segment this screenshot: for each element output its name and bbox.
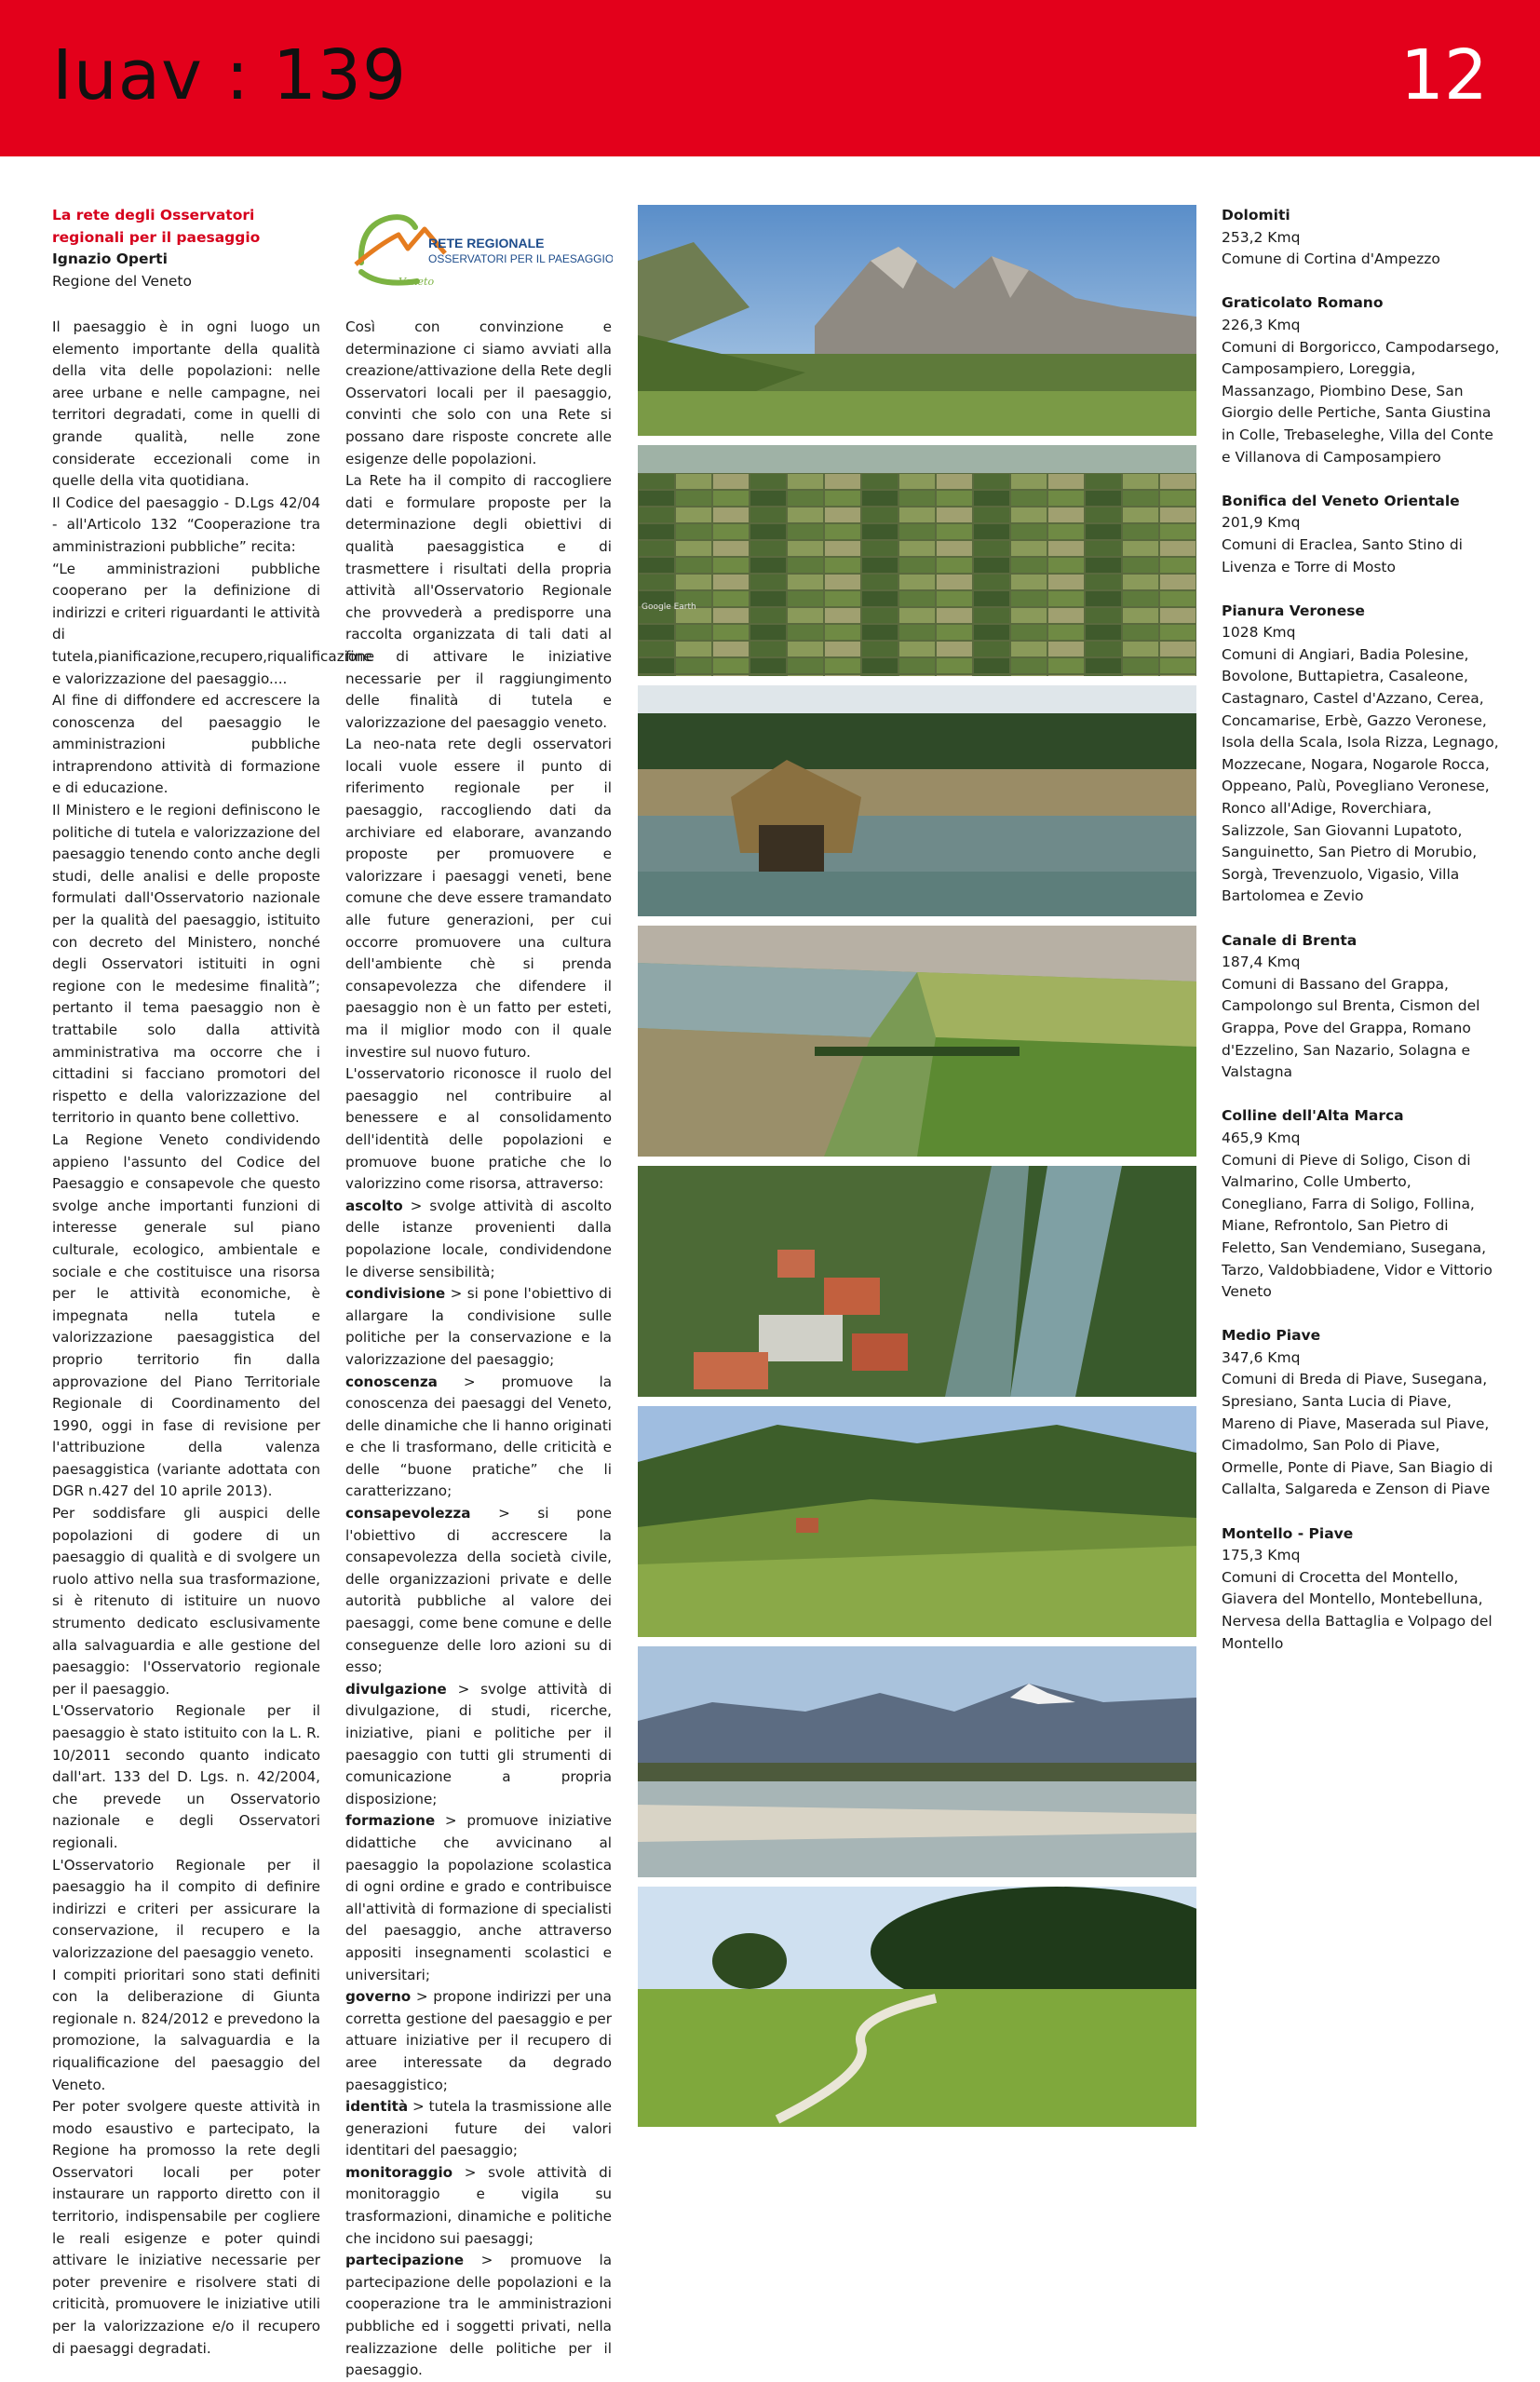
- field-patch: [1011, 508, 1047, 522]
- field-patch: [937, 658, 972, 673]
- practice-item: [345, 2096, 612, 2162]
- field-patch: [1160, 524, 1196, 539]
- region-name: Canale di Brenta: [1222, 931, 1358, 949]
- field-patch: [639, 575, 674, 589]
- field-patch: [788, 625, 823, 640]
- col1-paragraph: Il paesaggio è in ogni luogo un elemento importante della qualità della vita delle popolazioni: nelle aree urbane e nelle campagne, nei territori degradati, come in quelli di grande qualità, nelle zone considerate eccezionali come in quelle della vita quotidiana.: [52, 318, 320, 490]
- field-patch: [974, 575, 1009, 589]
- photo-pianura-veronese: [638, 926, 1196, 1157]
- region-comuni: Comuni di Eraclea, Santo Stino di Livenza e Torre di Mosto: [1222, 535, 1463, 575]
- field-patch: [1011, 491, 1047, 506]
- field-patch: [750, 474, 786, 489]
- region-comuni: Comuni di Bassano del Grappa, Campolongo sul Brenta, Cismon del Grappa, Pove del Grappa, Romano d'Ezzelino, San Nazario, Solagna e Valstagna: [1222, 975, 1480, 1081]
- field-patch: [713, 675, 749, 676]
- field-patch: [825, 642, 860, 656]
- field-patch: [1123, 658, 1158, 673]
- photo-credit: Google Earth: [642, 602, 696, 612]
- field-patch: [899, 675, 935, 676]
- col1-paragraph: “Le amministrazioni pubbliche cooperano per la definizione di indirizzi e criteri riguardanti le attività di tutela,pianificazione,recupero,riqualificazione e valorizzazione del paesaggio....: [52, 560, 375, 687]
- practice-item: [345, 1372, 612, 1504]
- logo-line1: RETE REGIONALE: [428, 236, 545, 250]
- region-name: Dolomiti: [1222, 207, 1290, 223]
- field-patch: [1160, 625, 1196, 640]
- field-patch: [713, 575, 749, 589]
- field-patch: [1160, 508, 1196, 522]
- field-patch: [676, 625, 711, 640]
- practice-description: > tutela la trasmissione alle generazioni future dei valori identitari del paesaggio;: [345, 2098, 612, 2159]
- field-patch: [1160, 642, 1196, 656]
- field-patch: [937, 675, 972, 676]
- field-patch: [899, 658, 935, 673]
- field-patch: [1086, 642, 1121, 656]
- region-name: Graticolato Romano: [1222, 294, 1384, 312]
- field-patch: [899, 591, 935, 606]
- field-patch: [788, 642, 823, 656]
- field-patch: [937, 524, 972, 539]
- col2-paragraph: La neo-nata rete degli osservatori locali vuole essere il punto di riferimento regionale per il paesaggio, raccogliendo dati da archiviare ed elaborare, avanzando proposte per promuovere e valorizzare i paesaggi veneti, bene comune che deve essere tramandato alle future generazioni, per cui occorre promuovere una cultura dell'ambiente chè si prenda consapevolezza che difendere il paesaggio non è un fatto per esteti, ma il miglior modo con il quale investire sul nuovo futuro.: [345, 736, 612, 1061]
- practice-term: conoscenza: [345, 1373, 438, 1390]
- field-patch: [1011, 524, 1047, 539]
- page-header: [0, 0, 1540, 156]
- field-patch: [676, 575, 711, 589]
- field-patch: [899, 642, 935, 656]
- field-patch: [974, 541, 1009, 556]
- field-patch: [862, 575, 898, 589]
- field-patch: [937, 558, 972, 573]
- field-patch: [1048, 541, 1084, 556]
- field-patch: [788, 524, 823, 539]
- col2-paragraph: Così con convinzione e determinazione ci siamo avviati alla creazione/attivazione della Rete degli Osservatori locali per il paesaggio, convinti che solo con una Rete si possano dare risposte concrete alle esigenze delle popolazioni.: [345, 318, 612, 467]
- photo-montello-piave: [638, 1887, 1196, 2127]
- field-patch: [1011, 608, 1047, 623]
- field-patch: [899, 491, 935, 506]
- field-patch: [676, 524, 711, 539]
- region-entry: [1222, 601, 1501, 908]
- field-patch: [974, 508, 1009, 522]
- field-patch: [937, 508, 972, 522]
- field-patch: [676, 474, 711, 489]
- field-patch: [899, 541, 935, 556]
- field-patch: [862, 541, 898, 556]
- logo-line3: Veneto: [399, 276, 435, 288]
- field-patch: [1011, 558, 1047, 573]
- field-patch: [788, 558, 823, 573]
- field-patch: [1160, 491, 1196, 506]
- field-patch: [899, 608, 935, 623]
- field-patch: [974, 524, 1009, 539]
- field-patch: [713, 508, 749, 522]
- practice-description: > svolge attività di ascolto delle istanze provenienti dalla popolazione locale, condividendone le diverse sensibilità;: [345, 1197, 612, 1280]
- col1-paragraph: La Regione Veneto condividendo appieno l'assunto del Codice del Paesaggio e consapevole che questo svolge anche importanti funzioni di interesse generale sul piano culturale, ecologico, ambientale e sociale e che costituisce una risorsa per le attività economiche, è impegnata nella tutela e valorizzazione paesaggistica del proprio territorio fin dalla approvazione del Piano Territoriale Regionale di Coordinamento del 1990, oggi in fase di revisione per l'attribuzione della valenza paesaggistica (variante adottata con DGR n.427 del 10 aprile 2013).: [52, 1130, 320, 1500]
- col1-paragraph: Per poter svolgere queste attività in modo esaustivo e partecipato, la Regione ha promosso la rete degli Osservatori locali per poter instaurare un rapporto diretto con il territorio, indispensabile per cogliere le reali esigenze e poter quindi attivare le iniziative necessarie per poter prevenire e risolvere stati di criticità, promuovere le iniziative utili per la valorizzazione e/o il recupero di paesaggi degradati.: [52, 2098, 320, 2357]
- field-patch: [713, 541, 749, 556]
- field-patch: [862, 675, 898, 676]
- practice-item: [345, 1503, 612, 1679]
- field-patch: [937, 608, 972, 623]
- practice-term: identità: [345, 2098, 409, 2116]
- practice-term: governo: [345, 1988, 412, 2006]
- field-patch: [1048, 608, 1084, 623]
- field-patch: [1048, 591, 1084, 606]
- field-patch: [1123, 541, 1158, 556]
- article-affiliation: Regione del Veneto: [52, 272, 192, 290]
- photo-colline-alta-marca: [638, 1406, 1196, 1637]
- field-patch: [713, 642, 749, 656]
- field-patch: [1011, 591, 1047, 606]
- field-patch: [1086, 508, 1121, 522]
- col1-paragraph: L'Osservatorio Regionale per il paesaggio ha il compito di definire indirizzi e criteri per assicurare la conservazione, il recupero e la valorizzazione del paesaggio veneto.: [52, 1856, 320, 1961]
- field-patch: [937, 625, 972, 640]
- practice-description: > si pone l'obiettivo di accrescere la consapevolezza della società civile, delle organizzazioni private e delle autorità pubbliche al valore dei paesaggi, come bene comune e delle conseguenze delle loro azioni su di esso;: [345, 1505, 612, 1676]
- field-patch: [750, 491, 786, 506]
- field-patch: [1048, 675, 1084, 676]
- region-comuni: Comuni di Borgoricco, Campodarsego, Camposampiero, Loreggia, Massanzago, Piombino Dese, San Giorgio delle Pertiche, Santa Giustina in Colle, Trebaseleghe, Villa del Conte e Villanova di Camposampiero: [1222, 338, 1500, 466]
- practice-term: condivisione: [345, 1285, 446, 1303]
- field-patch: [639, 474, 674, 489]
- practice-description: > svolge attività di divulgazione, di studi, ricerche, iniziative, piani e politiche per il paesaggio con tutti gli strumenti di comunicazione a propria disposizione;: [345, 1680, 612, 1807]
- field-patch: [788, 658, 823, 673]
- field-patch: [862, 625, 898, 640]
- field-patch: [974, 591, 1009, 606]
- field-patch: [1048, 625, 1084, 640]
- col2-paragraph: L'osservatorio riconosce il ruolo del paesaggio nel contribuire al benessere e al consolidamento dell'identità delle popolazioni e promuove buone pratiche che lo valorizzino come risorsa, attraverso:: [345, 1065, 612, 1193]
- field-patch: [1086, 524, 1121, 539]
- practice-description: > promuove iniziative didattiche che avvicinano al paesaggio la popolazione scolastica di ogni ordine e grado e contribuisce all'attività di formazione di specialisti del paesaggio, anche attraverso appositi insegnamenti scolastici e universitari;: [345, 1812, 612, 1983]
- field-patch: [788, 608, 823, 623]
- field-patch: [676, 642, 711, 656]
- field-patch: [974, 642, 1009, 656]
- field-patch: [1011, 575, 1047, 589]
- field-patch: [899, 558, 935, 573]
- field-patch: [750, 508, 786, 522]
- region-area: 465,9 Kmq: [1222, 1129, 1301, 1146]
- field-patch: [788, 491, 823, 506]
- field-patch: [1123, 474, 1158, 489]
- field-patch: [862, 642, 898, 656]
- field-patch: [1160, 658, 1196, 673]
- field-patch: [713, 491, 749, 506]
- field-patch: [713, 658, 749, 673]
- field-patch: [1048, 491, 1084, 506]
- field-patch: [676, 658, 711, 673]
- field-patch: [713, 474, 749, 489]
- field-patch: [825, 558, 860, 573]
- field-patch: [974, 491, 1009, 506]
- region-name: Montello - Piave: [1222, 1524, 1354, 1542]
- region-comuni: Comune di Cortina d'Ampezzo: [1222, 250, 1440, 268]
- field-patch: [1123, 608, 1158, 623]
- field-patch: [825, 491, 860, 506]
- field-patch: [825, 524, 860, 539]
- field-patch: [788, 675, 823, 676]
- field-patch: [676, 508, 711, 522]
- practice-item: [345, 1283, 612, 1371]
- photo-bonifica: [638, 685, 1196, 916]
- field-patch: [937, 642, 972, 656]
- field-patch: [750, 524, 786, 539]
- field-patch: [639, 524, 674, 539]
- col1-paragraph: L'Osservatorio Regionale per il paesaggio è stato istituito con la L. R. 10/2011 secondo quanto indicato dall'art. 133 del D. Lgs. n. 42/2004, che prevede un Osservatorio nazionale e degli Osservatori regionali.: [52, 1702, 320, 1851]
- col1-paragraph: Per soddisfare gli auspici delle popolazioni di godere di un paesaggio di qualità e di svolgere un ruolo attivo nella sua trasformazione, si è ritenuto di istituire un nuovo strumento dedicato esclusivamente alla salvaguardia e alle gestione del paesaggio: l'Osservatorio regionale per il paesaggio.: [52, 1505, 320, 1698]
- article-title: La rete degli Osservatori regionali per il paesaggio: [52, 207, 261, 246]
- field-patch: [750, 591, 786, 606]
- practice-item: [345, 1679, 612, 1811]
- field-patch: [825, 474, 860, 489]
- region-area: 175,3 Kmq: [1222, 1547, 1301, 1564]
- photo-canale-brenta: [638, 1166, 1196, 1397]
- field-patch: [862, 591, 898, 606]
- field-patch: [676, 558, 711, 573]
- practice-item: [345, 2250, 612, 2382]
- field-patch: [862, 474, 898, 489]
- field-patch: [1123, 524, 1158, 539]
- field-patch: [937, 591, 972, 606]
- article-column-2: [345, 317, 612, 2382]
- field-patch: [825, 625, 860, 640]
- field-patch: [862, 524, 898, 539]
- article-author: Ignazio Operti: [52, 250, 168, 268]
- region-entry: [1222, 292, 1501, 468]
- field-patch: [1086, 658, 1121, 673]
- field-patch: [1086, 675, 1121, 676]
- field-patch: [825, 508, 860, 522]
- field-patch: [937, 491, 972, 506]
- field-patch: [639, 625, 674, 640]
- region-name: Colline dell'Alta Marca: [1222, 1107, 1404, 1125]
- field-patch: [1048, 642, 1084, 656]
- region-area: 347,6 Kmq: [1222, 1348, 1301, 1366]
- col2-paragraph: La Rete ha il compito di raccogliere dati e formulare proposte per la determinazione degli obiettivi di qualità paesaggistica e di trasmettere i risultati della propria attività all'Osservatorio Regionale che provvederà a predisporre una raccolta organizzata di tali dati al fine di attivare le iniziative necessarie per il raggiungimento delle finalità di tutela e valorizzazione del paesaggio veneto.: [345, 472, 612, 731]
- field-patch: [862, 508, 898, 522]
- region-entry: [1222, 1105, 1501, 1303]
- field-patch: [1123, 591, 1158, 606]
- field-patch: [1086, 558, 1121, 573]
- col1-paragraph: I compiti prioritari sono stati definiti con la deliberazione di Giunta regionale n. 824/2012 e prevedono la promozione, la salvaguardia e la riqualificazione del paesaggio del Veneto.: [52, 1966, 320, 2093]
- field-patch: [750, 575, 786, 589]
- field-patch: [974, 608, 1009, 623]
- field-patch: [1086, 591, 1121, 606]
- field-patch: [639, 491, 674, 506]
- practice-description: > promuove la conoscenza dei paesaggi del Veneto, delle dinamiche che li hanno originati e che li trasformano, delle criticità e delle “buone pratiche” che li caratterizzano;: [345, 1373, 612, 1500]
- field-patch: [937, 541, 972, 556]
- field-patch: [1086, 541, 1121, 556]
- field-patch: [1086, 625, 1121, 640]
- col1-paragraph: Il Ministero e le regioni definiscono le politiche di tutela e valorizzazione del paesaggio tenendo conto anche degli studi, delle analisi e delle proposte formulati dall'Osservatorio nazionale per la qualità del paesaggio, istituito con decreto del Ministero, nonché degli Osservatori istituiti in ogni regione con le medesime finalità”; pertanto il tema paesaggio non è trattabile solo dalla attività amministrativa ma occorre che i cittadini si facciano promotori del rispetto e della valorizzazione del territorio in quanto bene collettivo.: [52, 802, 320, 1127]
- practice-term: monitoraggio: [345, 2163, 453, 2181]
- field-patch: [1048, 508, 1084, 522]
- field-patch: [1160, 608, 1196, 623]
- logo-line2: OSSERVATORI PER IL PAESAGGIO: [428, 252, 613, 265]
- field-patch: [1011, 541, 1047, 556]
- field-patch: [750, 625, 786, 640]
- field-patch: [862, 658, 898, 673]
- practice-item: [345, 1196, 612, 1283]
- field-patch: [676, 491, 711, 506]
- region-entry: [1222, 1325, 1501, 1501]
- field-patch: [713, 591, 749, 606]
- field-patch: [788, 541, 823, 556]
- region-entry: [1222, 1523, 1501, 1656]
- practice-description: > propone indirizzi per una corretta gestione del paesaggio e per attuare iniziative per il recupero di aree interessate da degrado paesaggistico;: [345, 1988, 612, 2093]
- col1-paragraph: Il Codice del paesaggio - D.Lgs 42/04 - all'Articolo 132 “Cooperazione tra amministrazioni pubbliche” recita:: [52, 494, 320, 555]
- practice-item: [345, 2162, 612, 2250]
- photo-graticolato: [638, 445, 1196, 676]
- page-number: 12: [1399, 35, 1488, 115]
- field-patch: [899, 508, 935, 522]
- field-patch: [750, 541, 786, 556]
- field-patch: [862, 608, 898, 623]
- field-patch: [639, 541, 674, 556]
- field-patch: [639, 658, 674, 673]
- field-patch: [899, 625, 935, 640]
- field-patch: [1123, 642, 1158, 656]
- field-patch: [1123, 625, 1158, 640]
- practice-description: > si pone l'obiettivo di allargare la condivisione sulle politiche per la conservazione e la valorizzazione del paesaggio;: [345, 1285, 612, 1368]
- practice-item: [345, 1986, 612, 2096]
- photo-medio-piave: [638, 1646, 1196, 1877]
- field-patch: [1086, 575, 1121, 589]
- field-patch: [713, 625, 749, 640]
- field-patch: [899, 474, 935, 489]
- region-name: Bonifica del Veneto Orientale: [1222, 492, 1460, 509]
- article-heading: [52, 205, 331, 292]
- col1-paragraph: Al fine di diffondere ed accrescere la conoscenza del paesaggio le amministrazioni pubbliche intraprendono attività di formazione e di educazione.: [52, 692, 320, 797]
- field-patch: [1123, 508, 1158, 522]
- region-area: 226,3 Kmq: [1222, 316, 1301, 333]
- region-comuni: Comuni di Crocetta del Montello, Giavera del Montello, Montebelluna, Nervesa della Battaglia e Volpago del Montello: [1222, 1568, 1493, 1652]
- field-patch: [1123, 675, 1158, 676]
- field-grid: [639, 474, 1196, 676]
- field-patch: [713, 524, 749, 539]
- field-patch: [1011, 658, 1047, 673]
- field-patch: [974, 558, 1009, 573]
- practice-description: > svole attività di monitoraggio e vigila su trasformazioni, dinamiche e politiche che incidono sui paesaggi;: [345, 2163, 612, 2247]
- practice-term: formazione: [345, 1812, 436, 1830]
- field-patch: [1160, 675, 1196, 676]
- field-patch: [862, 558, 898, 573]
- practice-term: partecipazione: [345, 2252, 465, 2269]
- field-patch: [639, 558, 674, 573]
- field-patch: [974, 658, 1009, 673]
- field-patch: [750, 608, 786, 623]
- field-patch: [1086, 608, 1121, 623]
- field-patch: [1123, 558, 1158, 573]
- field-patch: [1011, 474, 1047, 489]
- field-patch: [788, 575, 823, 589]
- field-patch: [937, 474, 972, 489]
- field-patch: [1048, 575, 1084, 589]
- practice-term: ascolto: [345, 1197, 403, 1214]
- regions-list: [1222, 205, 1501, 1677]
- practice-term: divulgazione: [345, 1680, 447, 1698]
- field-patch: [750, 675, 786, 676]
- field-patch: [825, 541, 860, 556]
- field-patch: [974, 625, 1009, 640]
- field-patch: [1048, 474, 1084, 489]
- field-patch: [788, 591, 823, 606]
- field-patch: [1011, 642, 1047, 656]
- field-patch: [750, 558, 786, 573]
- field-patch: [639, 675, 674, 676]
- field-patch: [899, 524, 935, 539]
- field-patch: [788, 508, 823, 522]
- practice-item: [345, 1810, 612, 1986]
- region-area: 1028 Kmq: [1222, 624, 1296, 642]
- field-patch: [713, 608, 749, 623]
- field-patch: [1160, 575, 1196, 589]
- practice-description: > promuove la partecipazione delle popolazioni e la cooperazione tra le amministrazioni pubbliche ed i soggetti privati, nella realizzazione delle politiche per il paesaggio.: [345, 2252, 612, 2379]
- field-patch: [974, 675, 1009, 676]
- field-patch: [713, 558, 749, 573]
- region-area: 201,9 Kmq: [1222, 514, 1301, 532]
- practice-term: consapevolezza: [345, 1505, 471, 1523]
- field-patch: [676, 675, 711, 676]
- region-entry: [1222, 205, 1501, 271]
- field-patch: [825, 575, 860, 589]
- field-patch: [825, 658, 860, 673]
- region-entry: [1222, 491, 1501, 578]
- region-comuni: Comuni di Breda di Piave, Susegana, Spresiano, Santa Lucia di Piave, Mareno di Piave, Maserada sul Piave, Cimadolmo, San Polo di Piave, Ormelle, Ponte di Piave, San Biagio di Callalta, Salgareda e Zenson di Piave: [1222, 1371, 1493, 1498]
- field-patch: [862, 491, 898, 506]
- field-patch: [639, 508, 674, 522]
- field-patch: [676, 541, 711, 556]
- field-patch: [639, 642, 674, 656]
- field-patch: [1160, 541, 1196, 556]
- field-patch: [1160, 558, 1196, 573]
- region-comuni: Comuni di Angiari, Badia Polesine, Bovolone, Buttapietra, Casaleone, Castagnaro, Castel d'Azzano, Cerea, Concamarise, Erbè, Gazzo Veronese, Isola della Scala, Isola Rizza, Legnago, Mozzecane, Nogara, Nogarole Rocca, Oppeano, Palù, Povegliano Veronese, Ronco all'Adige, Roverchiara, Salizzole, San Giovanni Lupatoto, Sanguinetto, San Pietro di Morubio, Sorgà, Trevenzuolo, Vigasio, Villa Bartolomea e Zevio: [1222, 645, 1499, 905]
- field-patch: [937, 575, 972, 589]
- field-patch: [1160, 591, 1196, 606]
- rete-osservatori-logo: [343, 207, 613, 292]
- field-patch: [750, 642, 786, 656]
- field-patch: [1160, 474, 1196, 489]
- field-patch: [1048, 558, 1084, 573]
- region-area: 187,4 Kmq: [1222, 954, 1301, 971]
- field-patch: [788, 474, 823, 489]
- field-patch: [825, 591, 860, 606]
- field-patch: [1086, 474, 1121, 489]
- field-patch: [825, 675, 860, 676]
- field-patch: [1011, 675, 1047, 676]
- field-patch: [899, 575, 935, 589]
- field-patch: [750, 658, 786, 673]
- photo-dolomiti: [638, 205, 1196, 436]
- region-comuni: Comuni di Pieve di Soligo, Cison di Valmarino, Colle Umberto, Conegliano, Farra di Soligo, Follina, Miane, Refrontolo, San Pietro di Feletto, San Vendemiano, Susegana, Tarzo, Valdobbiadene, Vidor e Vittorio Veneto: [1222, 1151, 1493, 1301]
- region-area: 253,2 Kmq: [1222, 228, 1301, 246]
- field-patch: [974, 474, 1009, 489]
- field-patch: [1011, 625, 1047, 640]
- field-patch: [1123, 575, 1158, 589]
- field-patch: [1086, 491, 1121, 506]
- field-patch: [1048, 524, 1084, 539]
- journal-brand: Iuav : 139: [52, 35, 408, 115]
- field-patch: [1123, 491, 1158, 506]
- region-entry: [1222, 930, 1501, 1084]
- field-patch: [1048, 658, 1084, 673]
- region-name: Medio Piave: [1222, 1327, 1321, 1345]
- region-name: Pianura Veronese: [1222, 602, 1365, 619]
- field-patch: [825, 608, 860, 623]
